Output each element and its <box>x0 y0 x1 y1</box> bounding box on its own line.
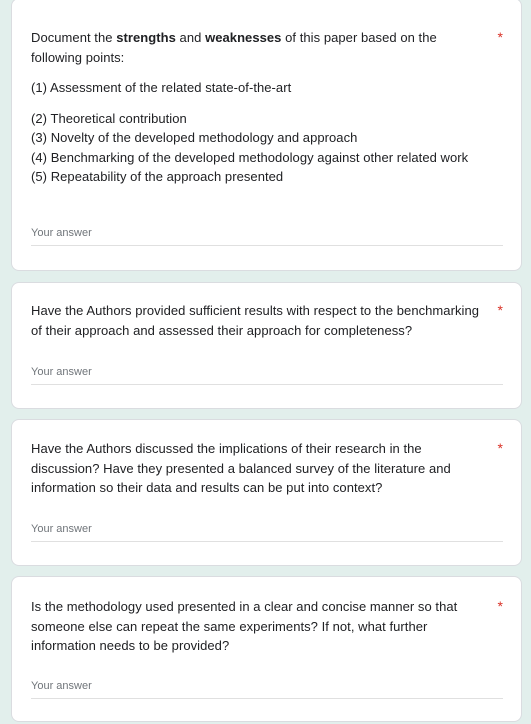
answer-field-underline <box>31 673 503 699</box>
answer-input-methodology[interactable] <box>31 673 503 698</box>
question-text: Have the Authors provided sufficient results with respect to the benchmarking of their approach and assessed their approach for completeness? <box>31 303 480 338</box>
question-card-strengths-weaknesses <box>11 0 522 271</box>
required-asterisk: * <box>497 598 503 614</box>
answer-input-benchmarking[interactable] <box>31 359 503 384</box>
point-3: (3) Novelty of the developed methodology and approach <box>31 130 358 145</box>
question-card-benchmarking <box>11 282 522 409</box>
answer-input-strengths-weaknesses[interactable] <box>31 220 503 245</box>
point-4: (4) Benchmarking of the developed methodology against other related work <box>31 149 469 165</box>
question-text: Is the methodology used presented in a clear and concise manner so that someone else can repeat the same experiments? If not, what further information needs to be provided? <box>31 599 458 653</box>
required-asterisk: * <box>497 29 503 45</box>
answer-input-implications[interactable] <box>31 516 503 541</box>
required-asterisk: * <box>497 302 503 318</box>
intro-text-mid: and <box>175 30 206 45</box>
question-intro <box>31 28 481 67</box>
point-1: (1) Assessment of the related state-of-the-art <box>31 80 292 95</box>
point-2: (2) Theoretical contribution <box>31 110 187 126</box>
intro-text: Document the <box>31 30 117 45</box>
question-text: Have the Authors discussed the implications of their research in the discussion? Have they presented a balanced survey of the literature and information so their data and results can be put into context? <box>31 441 451 495</box>
point-5: (5) Repeatability of the approach presented <box>31 169 284 184</box>
question-text <box>31 28 481 187</box>
answer-field-underline <box>31 359 503 385</box>
required-asterisk: * <box>497 440 503 456</box>
answer-field-underline <box>31 516 503 542</box>
question-card-methodology <box>11 576 522 722</box>
question-card-implications <box>11 419 522 566</box>
answer-field-underline <box>31 220 503 246</box>
intro-text-end: of this paper based on the following points: <box>31 30 437 65</box>
strengths-bold: strengths <box>116 30 176 45</box>
weaknesses-bold: weaknesses <box>205 30 282 45</box>
